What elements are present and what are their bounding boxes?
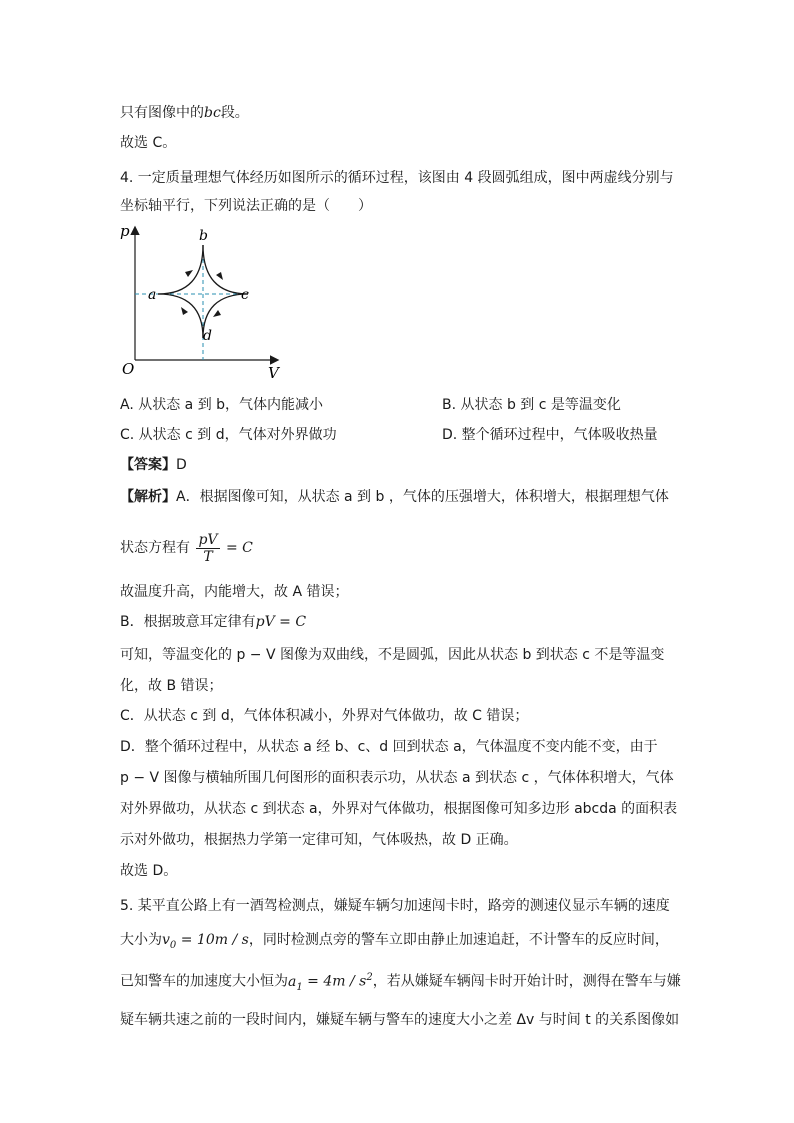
- option-b: B. 从状态 b 到 c 是等温变化: [442, 397, 621, 413]
- origin-label: O: [122, 360, 135, 378]
- analysis-line-1: [120, 487, 669, 507]
- v-subscript: 0: [169, 939, 177, 951]
- q5-text: ，同时检测点旁的警车立即由静止加速追赶，不计警车的反应时间，: [248, 932, 669, 948]
- answer-tag: 【答案】: [120, 457, 176, 473]
- q5-text: 已知警车的加速度大小恒为: [120, 973, 288, 990]
- point-d-label: d: [203, 328, 212, 344]
- prev-text-end: 段。: [220, 105, 249, 121]
- analysis-text: A．根据图像可知，从状态 a 到 b ，气体的压强增大，体积增大，根据理想气体: [176, 489, 669, 505]
- pv-diagram: [115, 222, 285, 382]
- analysis-line-8: D．整个循环过程中，从状态 a 经 b、c、d 回到状态 a，气体温度不变内能不变，由于: [120, 739, 658, 755]
- analysis-line-2: [120, 530, 253, 566]
- gas-equation-fraction: [196, 532, 219, 565]
- point-c-label: c: [241, 287, 249, 303]
- option-c: C. 从状态 c 到 d，气体对外界做功: [120, 427, 337, 443]
- a1-symbol: [288, 973, 303, 993]
- q5-text: 大小为: [120, 932, 162, 948]
- analysis-line-3: 故温度升高，内能增大，故 A 错误；: [120, 584, 349, 600]
- arrow-d-a: [181, 307, 188, 315]
- q5-line-4: 疑车辆共速之前的一段时间内，嫌疑车辆与警车的速度大小之差 Δv 与时间 t 的关系图像如: [120, 1012, 680, 1028]
- q4-stem-line-2: 坐标轴平行，下列说法正确的是（ ）: [120, 198, 372, 214]
- equation-rhs: = C: [225, 540, 253, 556]
- point-b-label: b: [199, 228, 208, 244]
- prev-line-1: [120, 103, 249, 123]
- v-symbol: v: [162, 932, 170, 948]
- analysis-text: B．根据玻意耳定律有: [120, 614, 256, 630]
- prev-segment-label: bc: [204, 105, 221, 121]
- analysis-line-11: 示对外做功，根据热力学第一定律可知，气体吸热，故 D 正确。: [120, 832, 518, 848]
- fraction-numerator: pV: [198, 531, 218, 548]
- option-a: A. 从状态 a 到 b，气体内能减小: [120, 397, 324, 413]
- analysis-line-10: 对外界做功，从状态 c 到状态 a，外界对气体做功，根据图像可知多边形 abcda 的面积表: [120, 801, 678, 817]
- arc-d-a: [158, 294, 203, 338]
- analysis-line-5: 可知，等温变化的 p − V 图像为双曲线，不是圆弧，因此从状态 b 到状态 c 不是等温变: [120, 647, 665, 663]
- q5-line-2: [120, 930, 669, 956]
- prev-choose: 故选 C。: [120, 135, 177, 151]
- fraction-denominator: T: [203, 548, 213, 565]
- analysis-line-7: C．从状态 c 到 d，气体体积减小，外界对气体做功，故 C 错误；: [120, 708, 529, 724]
- v0-symbol: [162, 932, 177, 951]
- analysis-line-4: [120, 612, 306, 632]
- boyle-equation: pV = C: [255, 614, 307, 630]
- p-label: p: [120, 222, 130, 240]
- option-d: D. 整个循环过程中，气体吸收热量: [442, 427, 658, 443]
- a-subscript: 1: [296, 981, 303, 993]
- a-symbol: a: [288, 973, 297, 990]
- v0-value: = 10m / s: [176, 932, 249, 948]
- q5-line-1: 5. 某平直公路上有一酒驾检测点，嫌疑车辆匀加速闯卡时，路旁的测速仪显示车辆的速度: [120, 898, 670, 914]
- v-label: V: [268, 364, 279, 382]
- arrow-c-d: [213, 310, 221, 317]
- a1-value: = 4m / s: [302, 973, 367, 990]
- point-a-label: a: [148, 287, 157, 303]
- analysis-tag: 【解析】: [120, 489, 176, 505]
- answer-value: D: [176, 457, 187, 473]
- arrow-a-b: [185, 270, 193, 277]
- q5-text: ，若从嫌疑车辆闯卡时开始计时，测得在警车与嫌: [372, 973, 681, 990]
- analysis-line-6: 化，故 B 错误；: [120, 678, 223, 694]
- q4-choose: 故选 D。: [120, 863, 178, 879]
- prev-text: 只有图像中的: [120, 105, 204, 121]
- q4-stem-line-1: 4. 一定质量理想气体经历如图所示的循环过程，该图由 4 段圆弧组成，图中两虚线分别与: [120, 170, 674, 186]
- arc-a-b: [158, 245, 203, 294]
- q5-line-3: [120, 968, 681, 997]
- arrow-b-c: [216, 272, 223, 280]
- analysis-line-9: p − V 图像与横轴所围几何图形的面积表示功，从状态 a 到状态 c ，气体体积增大，气体: [120, 770, 674, 786]
- a1-superscript: 2: [366, 972, 373, 983]
- answer-line: [120, 455, 187, 475]
- analysis-text: 状态方程有: [120, 540, 190, 556]
